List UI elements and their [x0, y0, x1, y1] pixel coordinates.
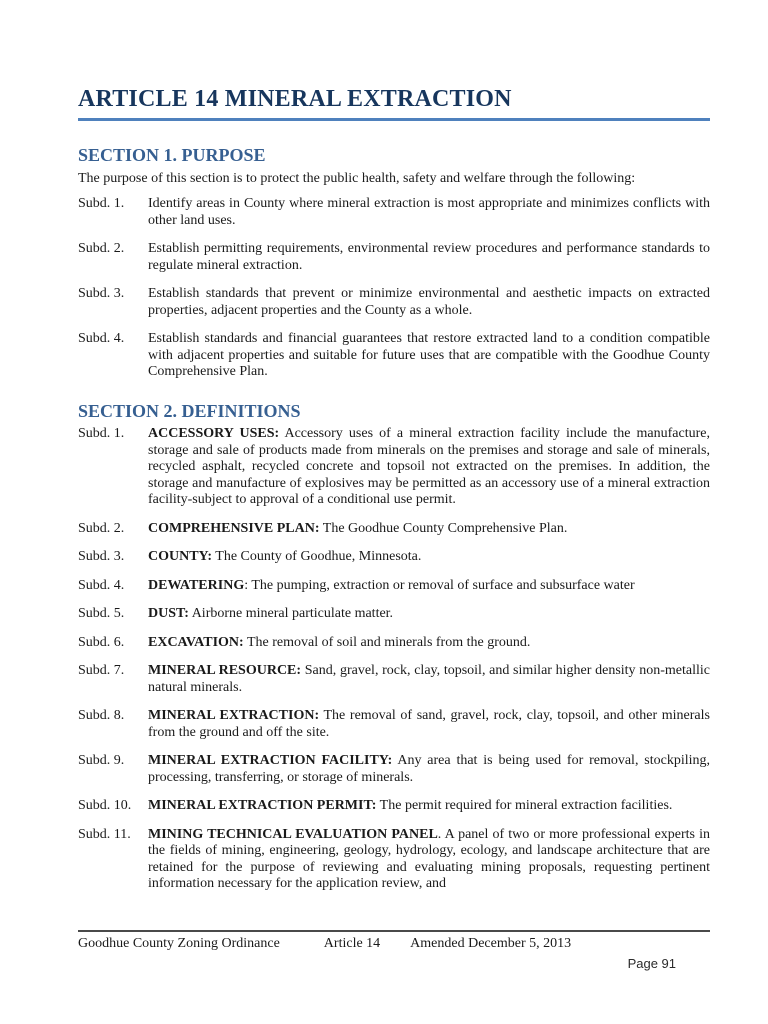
- subd-item: [78, 578, 710, 595]
- definition-term: MINERAL EXTRACTION FACILITY:: [148, 753, 393, 769]
- definition-text: : The pumping, extraction or removal of surface and subsurface water: [244, 577, 635, 593]
- subd-label: Subd. 11.: [78, 826, 131, 842]
- subd-label: Subd. 7.: [78, 663, 125, 679]
- definition-term: ACCESSORY USES:: [148, 426, 280, 442]
- subd-text: [148, 549, 710, 566]
- definition-text: The removal of soil and minerals from the ground.: [243, 634, 531, 650]
- subd-text: [148, 827, 710, 893]
- footer-amended-date: Amended December 5, 2013: [410, 936, 572, 951]
- section-1-heading: SECTION 1. PURPOSE: [78, 145, 266, 166]
- subd-item: [78, 331, 710, 381]
- subd-item: [78, 286, 710, 319]
- page-number: Page 91: [627, 956, 676, 971]
- page-title: ARTICLE 14 MINERAL EXTRACTION: [78, 86, 710, 121]
- subd-item: [78, 753, 710, 786]
- subd-item: [78, 549, 710, 566]
- subd-item: [78, 426, 710, 509]
- definition-term: MINERAL RESOURCE:: [148, 663, 302, 679]
- subd-text: [148, 753, 710, 786]
- subd-item: [78, 606, 710, 623]
- subd-text: Identify areas in County where mineral extraction is most appropriate and minimizes conflicts with other land uses.: [148, 196, 710, 228]
- document-content: [78, 86, 710, 905]
- subd-text: Establish standards and financial guarantees that restore extracted land to a condition compatible with adjacent properties and suitable for future uses that are compatible with the Goodhue County Comprehensive Plan.: [148, 331, 710, 380]
- definition-text: Any area that is being used for removal, stockpiling, processing, transferring, or storage of minerals.: [148, 753, 711, 785]
- definition-term: MINERAL EXTRACTION:: [148, 708, 320, 724]
- subd-label: Subd. 3.: [78, 286, 125, 302]
- subd-text: Establish standards that prevent or minimize environmental and aesthetic impacts on extracted properties, adjacent properties and the County as a whole.: [148, 286, 710, 318]
- subd-label: Subd. 9.: [78, 753, 125, 769]
- subd-text: [148, 521, 710, 538]
- subd-text: [148, 635, 710, 652]
- subd-label: Subd. 4.: [78, 331, 125, 347]
- subd-item: [78, 635, 710, 652]
- definition-text: The removal of sand, gravel, rock, clay, topsoil, and other minerals from the ground and off the site.: [148, 708, 710, 740]
- definition-term: DUST:: [148, 606, 189, 622]
- definition-text: Accessory uses of a mineral extraction facility include the manufacture, storage and sale of products made from minerals on the premises and storage and sale of minerals, recycled asphalt, recycled concrete and topsoil not extracted on the premises. In addition, the storage and manufacture of explosives may be permitted as an accessory use of a mineral extraction facility-subject to approval of a conditional use permit.: [148, 426, 710, 508]
- subd-item: [78, 798, 710, 815]
- definition-text: The permit required for mineral extraction facilities.: [376, 798, 673, 814]
- definition-text: Airborne mineral particulate matter.: [188, 606, 394, 622]
- subd-label: Subd. 10.: [78, 798, 132, 814]
- page-footer: [78, 930, 710, 952]
- definition-term: EXCAVATION:: [148, 634, 244, 650]
- section-1-intro: The purpose of this section is to protect the public health, safety and welfare through the following:: [78, 171, 636, 187]
- definition-text: The Goodhue County Comprehensive Plan.: [319, 520, 568, 536]
- subd-label: Subd. 4.: [78, 577, 125, 593]
- subd-item: [78, 521, 710, 538]
- subd-text: [148, 708, 710, 741]
- definition-term: MINERAL EXTRACTION PERMIT:: [148, 798, 377, 814]
- subd-text: [148, 426, 710, 509]
- subd-item: [78, 241, 710, 274]
- subd-label: Subd. 3.: [78, 549, 125, 565]
- definition-term: MINING TECHNICAL EVALUATION PANEL: [148, 826, 438, 842]
- subd-label: Subd. 1.: [78, 196, 125, 212]
- subd-text: [148, 663, 710, 696]
- subd-label: Subd. 2.: [78, 241, 125, 257]
- subd-item: [78, 663, 710, 696]
- definition-term: DEWATERING: [148, 577, 245, 593]
- subd-text: [148, 798, 710, 815]
- subd-label: Subd. 5.: [78, 606, 125, 622]
- definition-term: COUNTY:: [148, 549, 213, 565]
- subd-label: Subd. 6.: [78, 634, 125, 650]
- subd-text: [148, 578, 710, 595]
- definition-term: COMPREHENSIVE PLAN:: [148, 520, 320, 536]
- definition-text: The County of Goodhue, Minnesota.: [212, 549, 422, 565]
- subd-text: [148, 606, 710, 623]
- definition-text: Sand, gravel, rock, clay, topsoil, and similar higher density non-metallic natural minerals.: [148, 663, 711, 695]
- section-2-heading: SECTION 2. DEFINITIONS: [78, 400, 301, 421]
- subd-label: Subd. 8.: [78, 708, 125, 724]
- subd-item: [78, 708, 710, 741]
- subd-item: [78, 827, 710, 893]
- footer-ordinance-title: Goodhue County Zoning Ordinance: [78, 936, 280, 951]
- subd-label: Subd. 1.: [78, 426, 125, 442]
- subd-text: Establish permitting requirements, environmental review procedures and performance standards to regulate mineral extraction.: [148, 241, 710, 273]
- subd-item: [78, 196, 710, 229]
- footer-article: Article 14: [323, 936, 381, 951]
- subd-label: Subd. 2.: [78, 520, 125, 536]
- definition-text: . A panel of two or more professional experts in the fields of mining, engineering, geology, hydrology, ecology, and landscape architecture that are retained for the purpose of reviewing and evaluating mining proposals, requesting pertinent information necessary for the application review, and: [148, 826, 710, 892]
